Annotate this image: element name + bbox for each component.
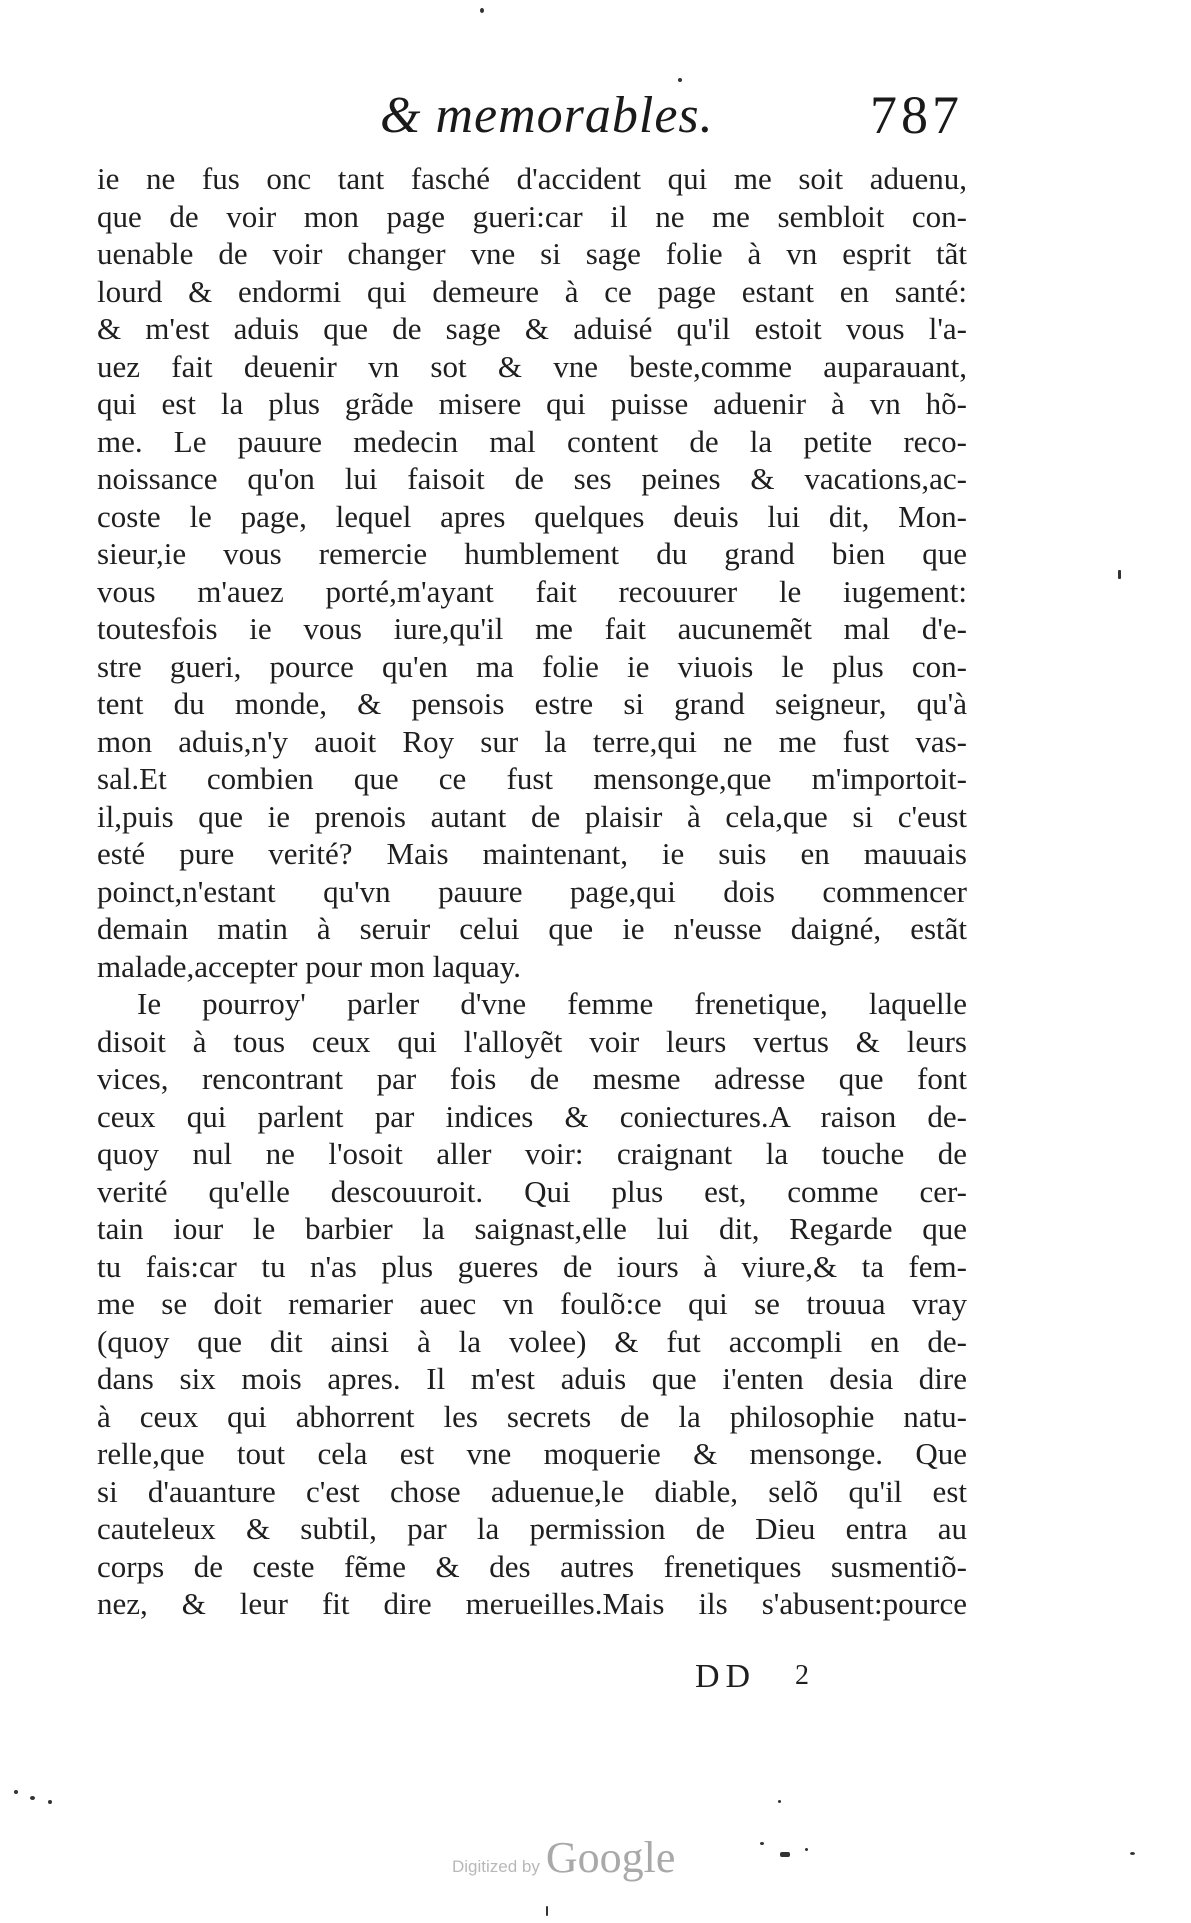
scan-speck [805, 1848, 808, 1851]
text-line: dans six mois apres. Il m'est aduis que i'enten desia dire [97, 1361, 967, 1396]
text-line: disoit à tous ceux qui l'alloyẽt voir leurs vertus & leurs [97, 1023, 967, 1059]
signature-mark: DD [695, 1658, 757, 1695]
text-line: & m'est aduis que de sage & aduisé qu'il estoit vous l'a- [97, 311, 967, 346]
scan-speck [480, 8, 484, 13]
text-line: corps de ceste fẽme & des autres frenetiques susmentiõ- [97, 1548, 967, 1584]
text-line: sal.Et combien que ce fust mensonge,que m'importoit- [97, 761, 967, 796]
text-line: me. Le pauure medecin mal content de la petite reco- [97, 423, 967, 459]
text-line: si d'auanture c'est chose aduenue,le diable, selõ qu'il est [97, 1473, 967, 1509]
watermark-logo: Google [545, 1833, 676, 1882]
text-line: qui est la plus grãde misere qui puisse aduenir à vn hõ- [97, 386, 967, 421]
scan-speck [1118, 570, 1121, 579]
scan-speck [778, 1800, 781, 1803]
scan-speck [546, 1906, 548, 1916]
text-line: ceux qui parlent par indices & coniectures.A raison de- [97, 1098, 967, 1134]
text-line: nez, & leur fit dire merueilles.Mais ils s'abusent:pource [97, 1586, 967, 1621]
text-line: lourd & endormi qui demeure à ce page estant en santé: [97, 273, 967, 309]
body-text [97, 160, 967, 1623]
scan-speck [48, 1800, 52, 1804]
scan-speck [30, 1796, 35, 1800]
text-line: uez fait deuenir vn sot & vne beste,comme auparauant, [97, 348, 967, 384]
scan-speck [14, 1790, 18, 1794]
running-title: & memorables. [380, 87, 714, 144]
text-line: me se doit remarier auec vn foulõ:ce qui se trouua vray [97, 1286, 967, 1321]
text-line: à ceux qui abhorrent les secrets de la philosophie natu- [97, 1398, 967, 1434]
scan-speck [760, 1842, 764, 1845]
text-line: stre gueri, pource qu'en ma folie ie viuois le plus con- [97, 648, 967, 684]
text-line: ie ne fus onc tant fasché d'accident qui me soit aduenu, [97, 161, 967, 196]
text-line: sieur,ie vous remercie humblement du grand bien que [97, 536, 967, 571]
text-line: tent du monde, & pensois estre si grand seigneur, qu'à [97, 686, 967, 721]
text-line: malade,accepter pour mon laquay. [97, 948, 522, 984]
text-line: tain iour le barbier la saignast,elle lui dit, Regarde que [97, 1211, 967, 1246]
text-line: noissance qu'on lui faisoit de ses peines & vacations,ac- [97, 461, 967, 496]
page-number: 787 [870, 85, 963, 145]
text-line: il,puis que ie prenois autant de plaisir à cela,que si c'eust [97, 798, 967, 834]
text-line: quoy nul ne l'osoit aller voir: craignant la touche de [97, 1136, 967, 1171]
text-line: poinct,n'estant qu'vn pauure page,qui dois commencer [97, 873, 967, 909]
text-line: (quoy que dit ainsi à la volee) & fut accompli en de- [97, 1323, 967, 1359]
text-line: uenable de voir changer vne si sage folie à vn esprit tãt [97, 236, 967, 271]
scan-speck [780, 1852, 790, 1857]
text-line: esté pure verité? Mais maintenant, ie suis en mauuais [97, 836, 967, 871]
text-line: coste le page, lequel apres quelques deuis lui dit, Mon- [97, 498, 967, 534]
text-line: que de voir mon page gueri:car il ne me sembloit con- [97, 198, 967, 234]
watermark-prefix: Digitized by [452, 1857, 540, 1876]
text-line: toutesfois ie vous iure,qu'il me fait aucunemẽt mal d'e- [97, 611, 967, 646]
text-line: cauteleux & subtil, par la permission de Dieu entra au [97, 1511, 967, 1546]
text-line: tu fais:car tu n'as plus gueres de iours à viure,& ta fem- [97, 1248, 967, 1284]
text-line: verité qu'elle descouuroit. Qui plus est, comme cer- [97, 1173, 967, 1209]
text-line: relle,que tout cela est vne moquerie & mensonge. Que [97, 1436, 967, 1471]
scan-speck [1130, 1852, 1135, 1855]
text-line: demain matin à seruir celui que ie n'eusse daigné, estãt [97, 911, 967, 946]
scan-speck [678, 78, 682, 82]
signature-number: 2 [795, 1660, 809, 1691]
text-line: vous m'auez porté,m'ayant fait recouurer le iugement: [97, 573, 967, 609]
digitized-watermark [452, 1832, 675, 1883]
text-line: mon aduis,n'y auoit Roy sur la terre,qui ne me fust vas- [97, 723, 967, 759]
text-line: Ie pourroy' parler d'vne femme frenetique, laquelle [137, 986, 967, 1021]
text-line: vices, rencontrant par fois de mesme adresse que font [97, 1061, 967, 1096]
